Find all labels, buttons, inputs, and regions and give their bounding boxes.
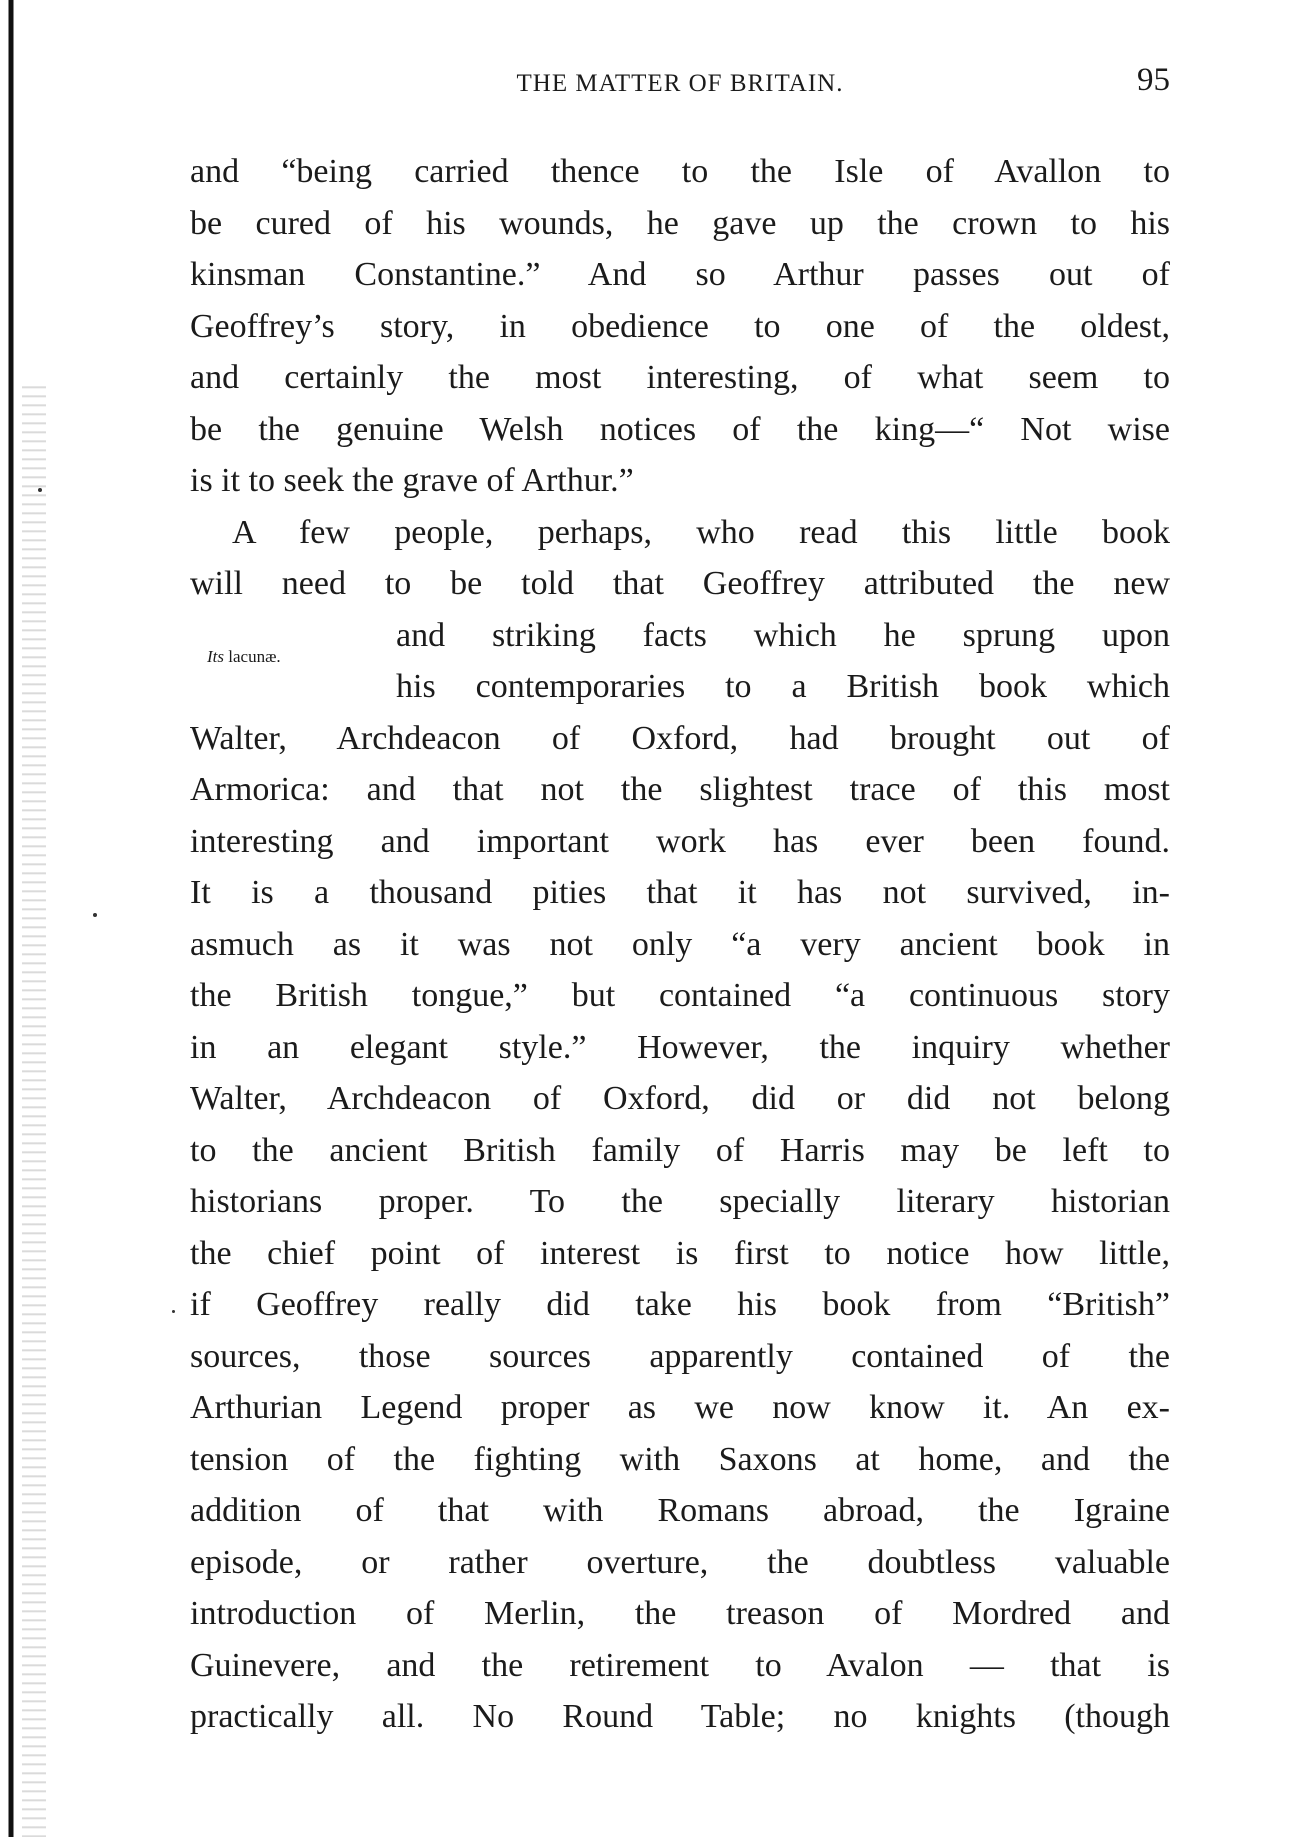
text-line: and certainly the most interesting, of what seem to <box>190 359 1170 396</box>
text-line: interesting and important work has ever been found. <box>190 822 1170 860</box>
text-line: tension of the fighting with Saxons at home, and the <box>190 1440 1170 1478</box>
book-spine-shadow <box>0 0 22 1837</box>
scan-speck <box>172 1310 175 1313</box>
scan-speck <box>38 488 42 492</box>
scan-edge-noise <box>22 380 46 1837</box>
text-line: the chief point of interest is first to notice how little, <box>190 1234 1170 1272</box>
text-line: addition of that with Romans abroad, the Igraine <box>190 1492 1170 1529</box>
text-line: if Geoffrey really did take his book from “British” <box>190 1286 1170 1323</box>
text-line: be the genuine Welsh notices of the king—“ Not wise <box>190 410 1170 448</box>
text-line: sources, those sources apparently contained of the <box>190 1337 1170 1375</box>
text-line: is it to seek the grave of Arthur.” <box>190 462 634 499</box>
text-line: Armorica: and that not the slightest trace of this most <box>190 771 1170 808</box>
text-line: asmuch as it was not only “a very ancient book in <box>190 925 1170 963</box>
text-line: Arthurian Legend proper as we now know it. An ex- <box>190 1389 1170 1426</box>
text-line: to the ancient British family of Harris may be left to <box>190 1131 1170 1169</box>
text-line: It is a thousand pities that it has not survived, in- <box>190 874 1170 911</box>
text-line: and striking facts which he sprung upon <box>396 616 1170 654</box>
text-line: the British tongue,” but contained “a continuous story <box>190 977 1170 1014</box>
text-line: episode, or rather overture, the doubtless valuable <box>190 1543 1170 1581</box>
marginal-note-text: lacunæ. <box>224 647 281 666</box>
text-line: in an elegant style.” However, the inquiry whether <box>190 1028 1170 1066</box>
running-title: THE MATTER OF BRITAIN. <box>516 70 844 97</box>
text-line: Geoffrey’s story, in obedience to one of the oldest, <box>190 307 1170 345</box>
text-line: introduction of Merlin, the treason of Mordred and <box>190 1595 1170 1632</box>
page-number: 95 <box>1137 62 1170 98</box>
text-line: Walter, Archdeacon of Oxford, had brought out of <box>190 719 1170 757</box>
running-head <box>190 62 1170 102</box>
text-line: A few people, perhaps, who read this little book <box>232 513 1170 551</box>
text-line: be cured of his wounds, he gave up the crown to his <box>190 204 1170 242</box>
marginal-note-italic: Its <box>207 647 224 666</box>
text-line: his contemporaries to a British book which <box>396 668 1170 705</box>
text-line: practically all. No Round Table; no knights (though <box>190 1698 1170 1735</box>
text-line: Walter, Archdeacon of Oxford, did or did not belong <box>190 1080 1170 1117</box>
body-text <box>190 146 1170 1743</box>
scan-speck <box>93 913 97 917</box>
text-line: and “being carried thence to the Isle of Avallon to <box>190 153 1170 190</box>
text-line: Guinevere, and the retirement to Avalon — that is <box>190 1646 1170 1684</box>
text-line: will need to be told that Geoffrey attributed the new <box>190 565 1170 602</box>
text-line: kinsman Constantine.” And so Arthur passes out of <box>190 256 1170 293</box>
text-line: historians proper. To the specially literary historian <box>190 1183 1170 1220</box>
